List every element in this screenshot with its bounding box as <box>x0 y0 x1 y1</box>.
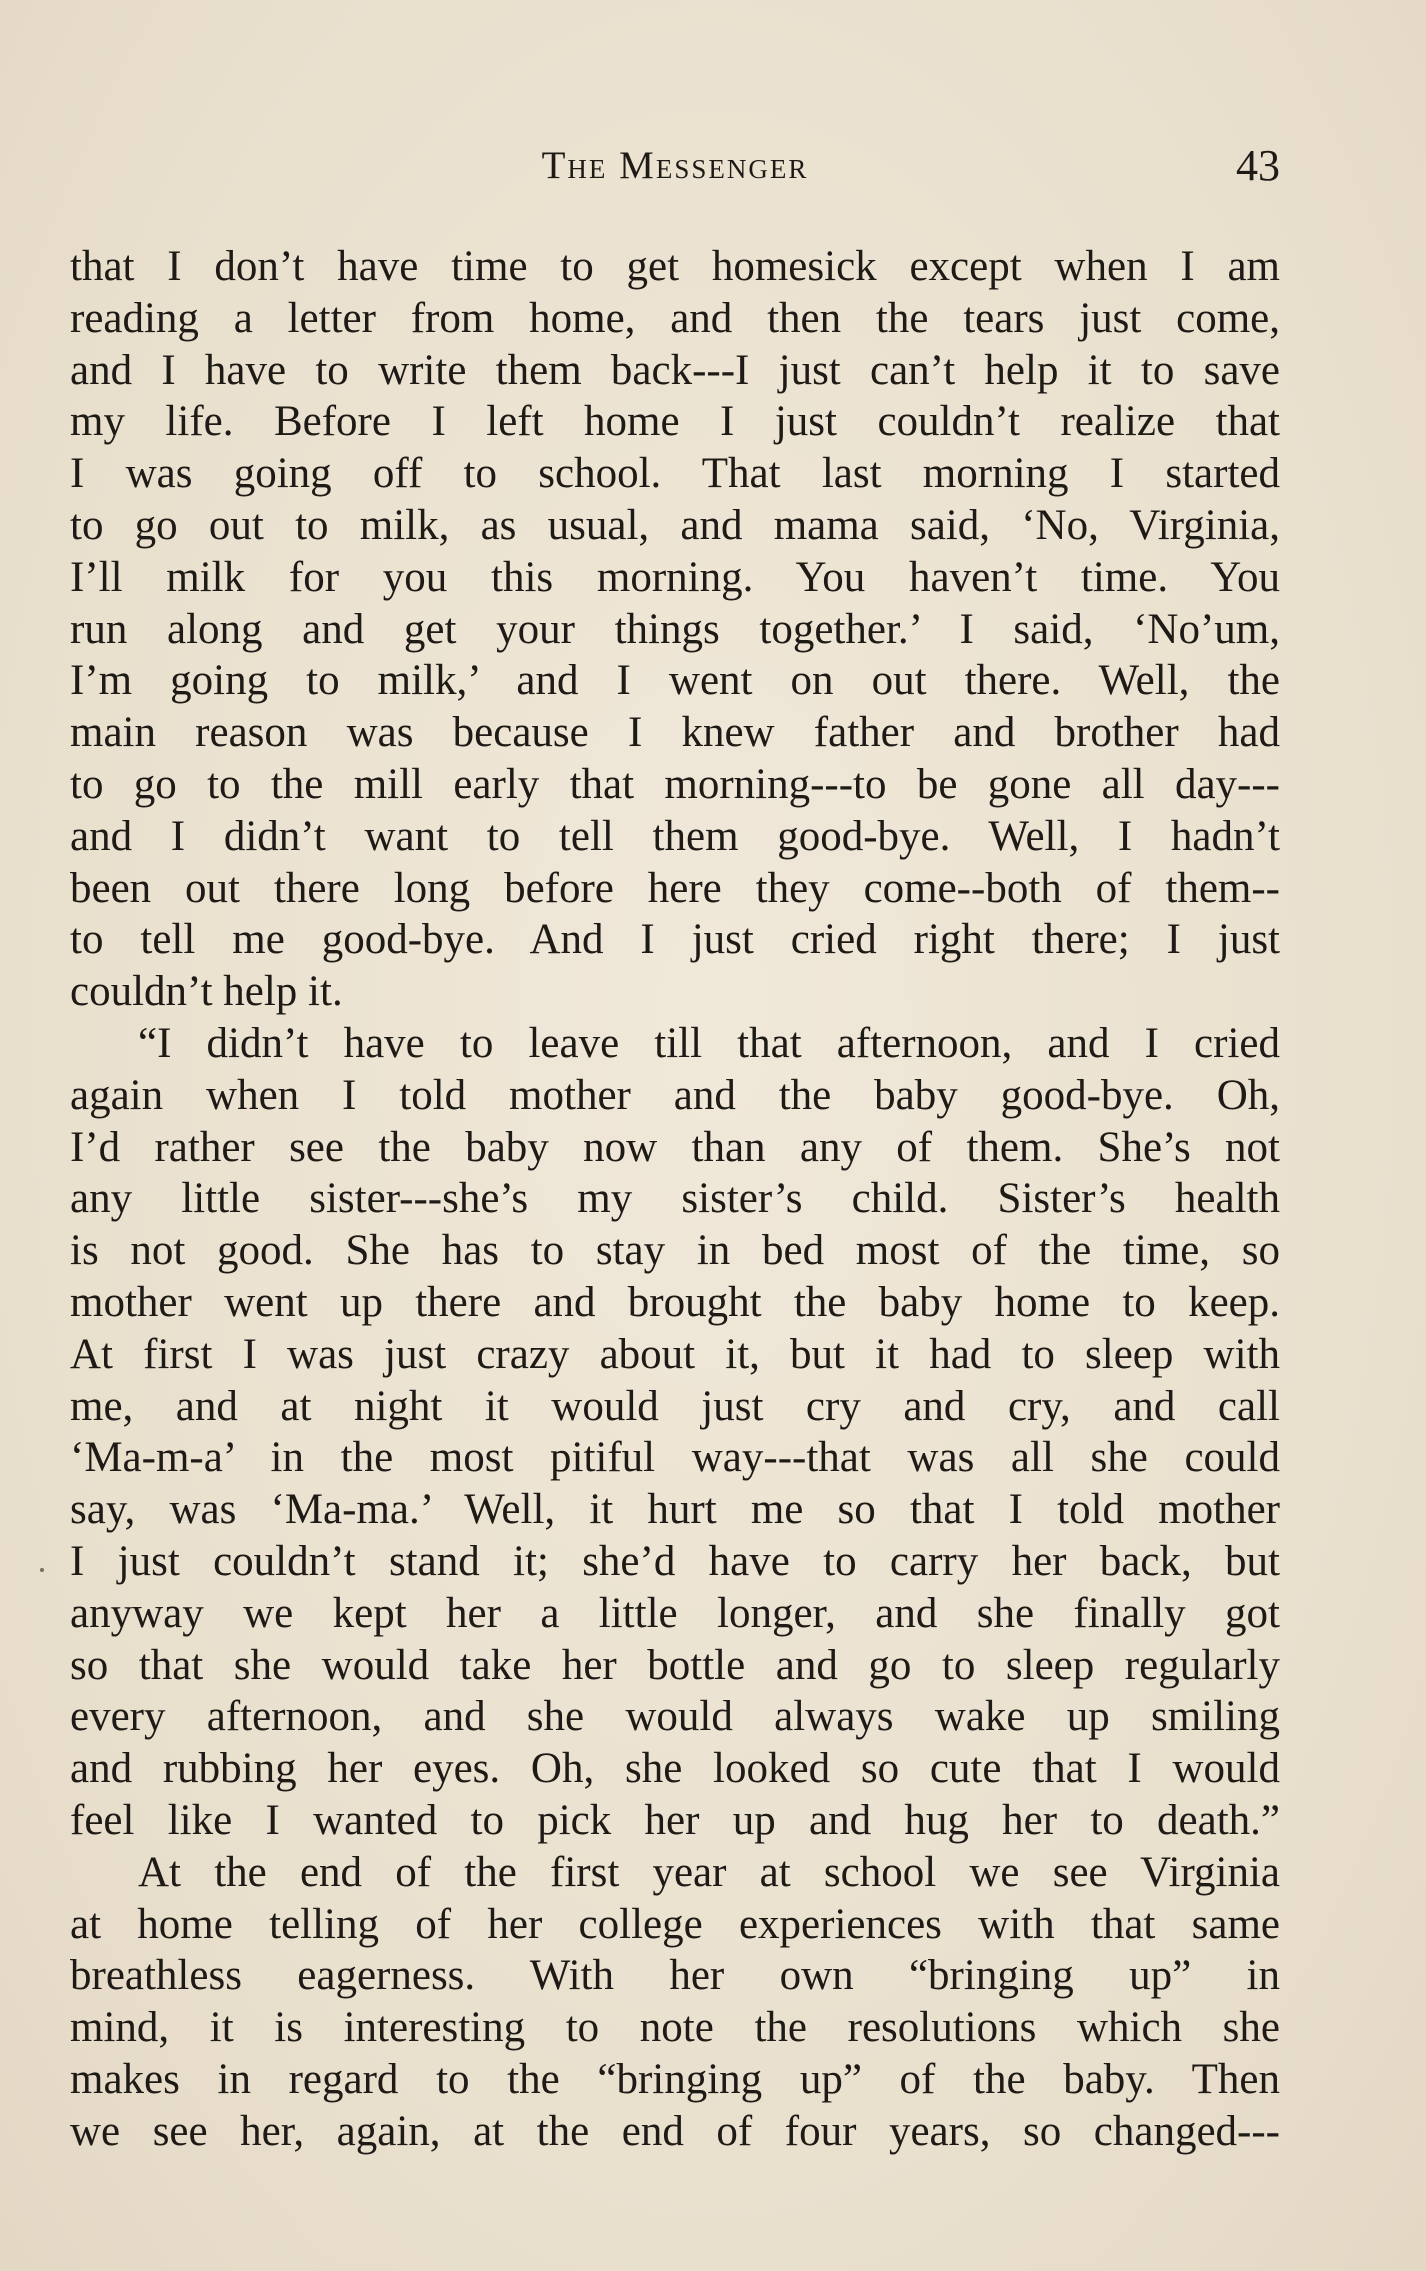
text-line: mother went up there and brought the baby home to keep. <box>70 1278 1280 1326</box>
text-line: makes in regard to the “bringing up” of the baby. Then <box>70 2055 1280 2103</box>
text-line: every afternoon, and she would always wake up smiling <box>70 1693 1280 1741</box>
text-line: again when I told mother and the baby good-bye. Oh, <box>70 1071 1280 1119</box>
text-line: feel like I wanted to pick her up and hug her to death.” <box>70 1796 1280 1844</box>
text-line: is not good. She has to stay in bed most of the time, so <box>70 1227 1280 1275</box>
text-line: to go out to milk, as usual, and mama said, ‘No, Virginia, <box>70 501 1280 549</box>
text-line: run along and get your things together.’ I said, ‘No’um, <box>70 605 1280 653</box>
running-title: The Messenger <box>541 144 809 187</box>
text-line: main reason was because I knew father and brother had <box>70 709 1280 757</box>
text-line: I just couldn’t stand it; she’d have to carry her back, but <box>70 1537 1280 1585</box>
body-text <box>70 241 1280 2157</box>
text-line: at home telling of her college experiences with that same <box>70 1900 1280 1948</box>
text-line: anyway we kept her a little longer, and she finally got <box>70 1589 1280 1637</box>
text-line: ‘Ma-m-a’ in the most pitiful way---that was all she could <box>70 1434 1280 1482</box>
text-line: me, and at night it would just cry and cry, and call <box>70 1382 1280 1430</box>
page-header <box>70 136 1280 196</box>
paper-speck <box>40 1568 44 1572</box>
text-line: to tell me good-bye. And I just cried right there; I just <box>70 916 1280 964</box>
text-line: At first I was just crazy about it, but it had to sleep with <box>70 1330 1280 1378</box>
text-line: I’ll milk for you this morning. You haven’t time. You <box>70 553 1280 601</box>
text-line: we see her, again, at the end of four years, so changed--- <box>70 2107 1280 2155</box>
text-line: been out there long before here they come--both of them-- <box>70 864 1280 912</box>
text-line: say, was ‘Ma-ma.’ Well, it hurt me so that I told mother <box>70 1486 1280 1534</box>
text-line: and I didn’t want to tell them good-bye. Well, I hadn’t <box>70 812 1280 860</box>
text-line: that I don’t have time to get homesick except when I am <box>70 243 1280 290</box>
page-number: 43 <box>1236 141 1280 190</box>
text-line: my life. Before I left home I just couldn’t realize that <box>70 398 1280 446</box>
text-line: mind, it is interesting to note the resolutions which she <box>70 2004 1280 2052</box>
text-line: reading a letter from home, and then the tears just come, <box>70 294 1280 342</box>
text-line: I was going off to school. That last morning I started <box>70 450 1280 498</box>
text-line: At the end of the first year at school we see Virginia <box>138 1848 1280 1896</box>
text-line: any little sister---she’s my sister’s child. Sister’s health <box>70 1175 1280 1223</box>
text-line: breathless eagerness. With her own “bringing up” in <box>70 1952 1280 2000</box>
text-line: I’d rather see the baby now than any of them. She’s not <box>70 1123 1280 1171</box>
text-line: I’m going to milk,’ and I went on out there. Well, the <box>70 657 1280 705</box>
text-line: “I didn’t have to leave till that afternoon, and I cried <box>138 1019 1280 1067</box>
text-line: so that she would take her bottle and go to sleep regularly <box>70 1641 1280 1689</box>
text-line: and I have to write them back---I just can’t help it to save <box>70 346 1280 394</box>
text-line: and rubbing her eyes. Oh, she looked so cute that I would <box>70 1745 1280 1793</box>
text-line: couldn’t help it. <box>70 968 343 1016</box>
text-line: to go to the mill early that morning---to be gone all day--- <box>70 760 1280 808</box>
